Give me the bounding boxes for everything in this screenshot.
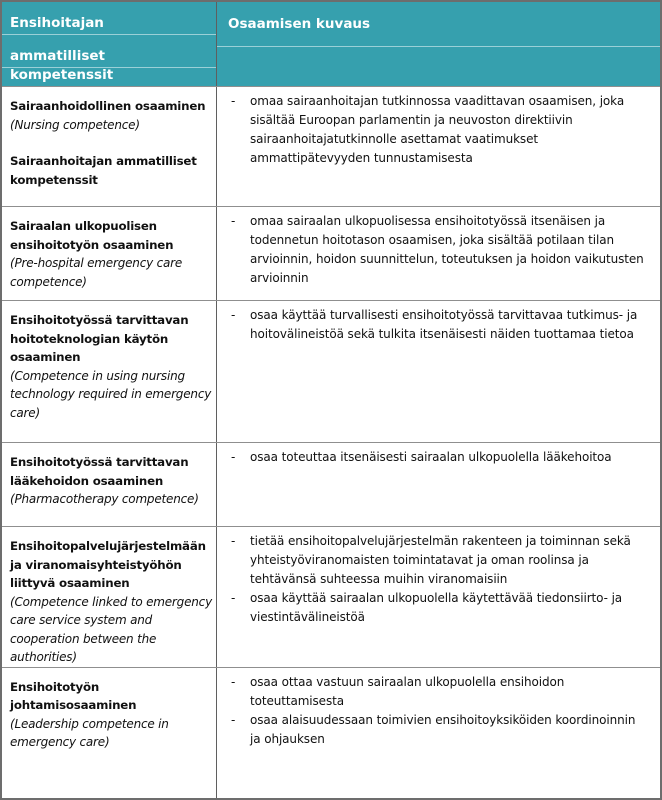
header-cell-description — [217, 2, 660, 86]
competence-name-fi: Sairaanhoidollinen osaaminen — [10, 99, 206, 113]
header-line-2: ammatilliset — [2, 35, 216, 68]
dash-marker: - — [231, 534, 236, 548]
competence-name-fi: Ensihoitotyön johtamisosaaminen — [10, 679, 137, 712]
competence-row — [2, 668, 660, 799]
header-line-1: Ensihoitajan — [2, 2, 216, 35]
header-line-3: kompetenssit — [10, 67, 114, 83]
competence-name-cell — [2, 527, 217, 667]
description-item — [231, 92, 648, 168]
competence-name-cell — [2, 301, 217, 442]
dash-marker: - — [231, 674, 236, 689]
header-cell-competences — [2, 2, 217, 86]
description-item — [231, 711, 648, 749]
competence-name-cell — [2, 87, 217, 206]
competence-name-en: (Nursing competence) — [10, 117, 140, 132]
competence-name-en: (Competence linked to emergency care service system and cooperation between the authorities) — [10, 594, 212, 664]
competence-name-en: (Leadership competence in emergency care) — [10, 716, 169, 749]
description-text: osaa käyttää turvallisesti ensihoitotyössä tarvittavaa tutkimus- ja hoitovälineistöä sekä tulkita itsenäisesti näiden tuottamaa tietoa — [250, 308, 638, 341]
dash-marker: - — [231, 591, 236, 605]
description-item — [231, 673, 648, 711]
description-cell — [217, 527, 660, 667]
dash-marker: - — [231, 308, 236, 322]
description-item — [231, 212, 648, 288]
competence-name-cell — [2, 207, 217, 300]
description-text: osaa toteuttaa itsenäisesti sairaalan ulkopuolella lääkehoitoa — [250, 450, 612, 464]
competence-row — [2, 527, 660, 668]
description-cell — [217, 207, 660, 300]
competence-name-fi: Sairaanhoitajan ammatilliset kompetenssit — [10, 154, 197, 187]
description-text: osaa alaisuudessaan toimivien ensihoitoyksiköiden koordinoinnin ja ohjauksen — [250, 712, 636, 746]
competence-name-fi: Sairaalan ulkopuolisen ensihoitotyön osaaminen — [10, 219, 174, 252]
description-item — [231, 306, 648, 344]
competence-row — [2, 301, 660, 443]
competence-name-cell — [2, 668, 217, 799]
competence-row — [2, 87, 660, 207]
description-cell — [217, 87, 660, 206]
spacer — [10, 134, 214, 152]
competence-name-cell — [2, 443, 217, 526]
dash-marker: - — [231, 712, 236, 727]
description-item — [231, 589, 648, 627]
table-body — [2, 87, 660, 798]
competence-name-en: (Competence in using nursing technology required in emergency care) — [10, 368, 212, 420]
competence-name-fi: Ensihoitotyössä tarvittavan lääkehoidon osaaminen — [10, 455, 189, 488]
description-item — [231, 532, 648, 589]
description-cell — [217, 301, 660, 442]
competence-name-en: (Pre-hospital emergency care competence) — [10, 256, 183, 289]
header-description-title: Osaamisen kuvaus — [217, 2, 660, 47]
competence-name-en: (Pharmacotherapy competence) — [10, 492, 199, 506]
competence-row — [2, 207, 660, 301]
description-text: osaa ottaa vastuun sairaalan ulkopuolella ensihoidon toteuttamisesta — [250, 674, 565, 708]
dash-marker: - — [231, 214, 236, 228]
competence-row — [2, 443, 660, 527]
description-text: omaa sairaalan ulkopuolisessa ensihoitotyössä itsenäisen ja todennetun hoitotason osaamisen, joka sisältää potilaan tilan arvioinnin, hoidon suunnittelun, toteutuksen ja hoidon vaikutusten arvioinnin — [250, 214, 644, 285]
competence-name-fi: Ensihoitopalvelujärjestelmään ja viranomaisyhteistyöhön liittyvä osaaminen — [10, 539, 206, 590]
description-text: tietää ensihoitopalvelujärjestelmän rakenteen ja toiminnan sekä yhteistyöviranomaisten toimintatavat ja oman roolinsa ja tehtävänsä suhteessa muihin viranomaisiin — [250, 534, 631, 586]
description-item — [231, 448, 648, 467]
description-text: osaa käyttää sairaalan ulkopuolella käytettävää tiedonsiirto- ja viestintävälineistöä — [250, 591, 623, 624]
table-header-row — [2, 2, 660, 87]
description-cell — [217, 443, 660, 526]
description-text: omaa sairaanhoitajan tutkinnossa vaadittavan osaamisen, joka sisältää Euroopan parlamentin ja neuvoston direktiivin sairaanhoitajatutkinnolle asettamat vaatimukset ammattipätevyyden tunnustamisesta — [250, 94, 625, 165]
header-description-spacer — [217, 47, 660, 86]
dash-marker: - — [231, 450, 236, 464]
dash-marker: - — [231, 94, 236, 108]
description-cell — [217, 668, 660, 799]
competence-name-fi: Ensihoitotyössä tarvittavan hoitoteknologian käytön osaaminen — [10, 313, 189, 364]
